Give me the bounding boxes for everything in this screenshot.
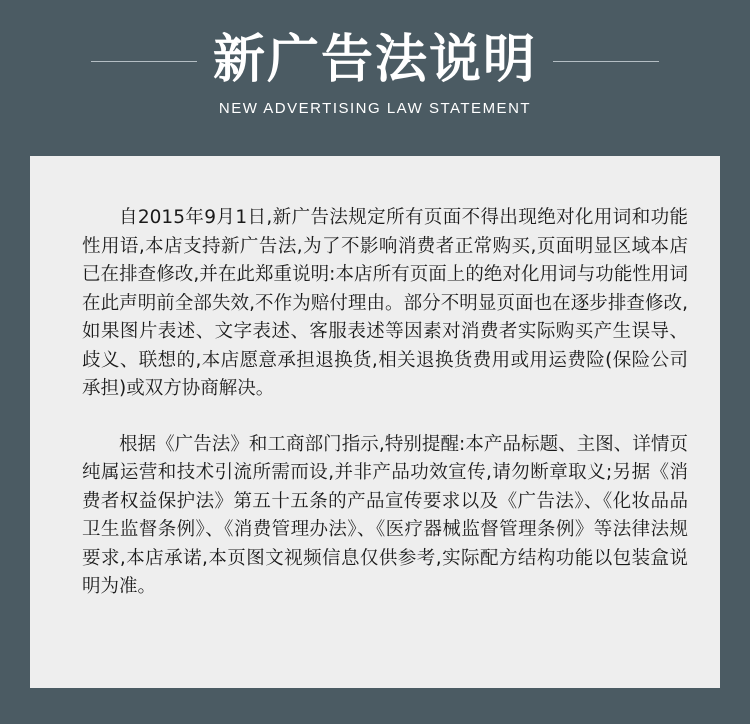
- statement-paragraph-1: 自2015年9月1日,新广告法规定所有页面不得出现绝对化用词和功能性用语,本店支持新广告法,为了不影响消费者正常购买,页面明显区域本店已在排查修改,并在此郑重说明:本店所有页面上的绝对化用词与功能性用词在此声明前全部失效,不作为赔付理由。部分不明显页面也在逐步排查修改,如果图片表述、文字表述、客服表述等因素对消费者实际购买产生误导、歧义、联想的,本店愿意承担退换货,相关退换货费用或用运费险(保险公司承担)或双方协商解决。: [82, 207, 688, 399]
- header: [0, 28, 750, 92]
- statement-card: [30, 156, 720, 688]
- page-subtitle: NEW ADVERTISING LAW STATEMENT: [218, 100, 532, 117]
- statement-paragraph-2: 根据《广告法》和工商部门指示,特别提醒:本产品标题、主图、详情页纯属运营和技术引流所需而设,并非产品功效宣传,请勿断章取义;另据《消费者权益保护法》第五十五条的产品宣传要求以及《广告法》、《化妆品品卫生监督条例》、《消费管理办法》、《医疗器械监督管理条例》等法律法规要求,本店承诺,本页图文视频信息仅供参考,实际配方结构功能以包装盒说明为准。: [82, 433, 688, 597]
- title-divider-right: [553, 61, 659, 62]
- page-title: 新广告法说明: [212, 30, 537, 90]
